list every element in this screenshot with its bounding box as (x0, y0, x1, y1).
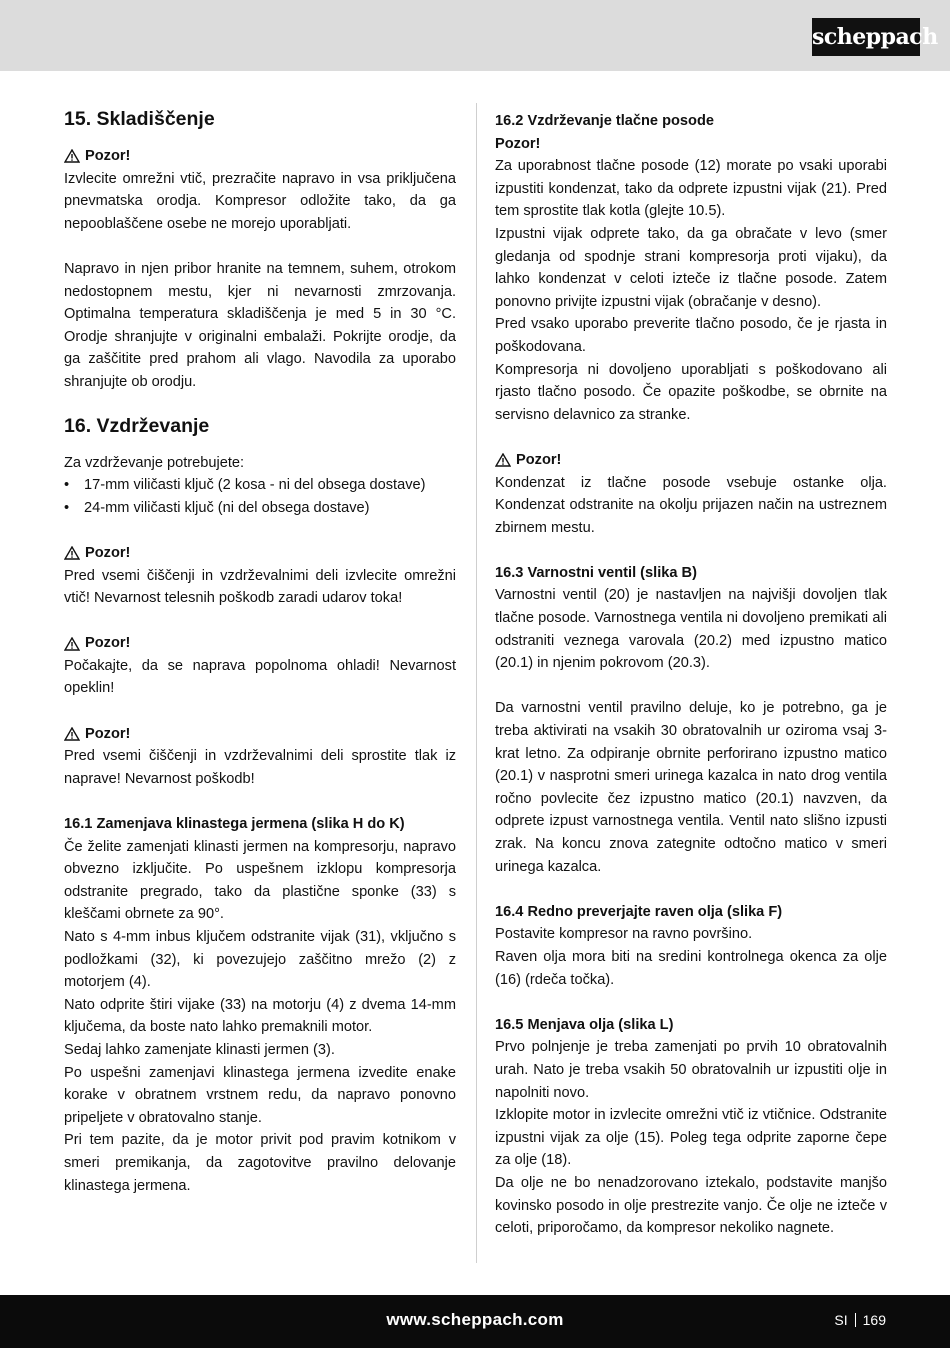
warning-label: Pozor! (64, 632, 456, 655)
warning-triangle-icon (495, 453, 511, 467)
left-column (64, 105, 456, 1197)
page-number (834, 1312, 886, 1328)
paragraph: Kompresorja ni dovoljeno uporabljati s poškodovano ali rjasto tlačno posodo. Če opazite poškodbe, se obrnite na servisno delavnico za stranke. (495, 361, 887, 423)
warning-text: Kondenzat iz tlačne posode vsebuje ostanke olja. Kondenzat odstranite na okolju prijazen način na ustreznem zbirnem mestu. (495, 474, 887, 536)
section-16-3-title: 16.3 Varnostni ventil (slika B) (495, 564, 697, 581)
paragraph: Da varnostni ventil pravilno deluje, ko je potrebno, ga je treba aktivirati na vsakih 30 obratovalnih ur oziroma vsaj 3-krat letno. Za odpiranje obrnite perforirano izpustno matico (20.1) v nasprotni smeri urinega kazalca in nato drog ventila ročno povlecite čez izpustno matico (20.1) navzven, da odprete izpust varnostnega ventila. Ventil nato slišno izpusti zrak. Na koncu znova zategnite odtočno matico v smeri urinega kazalca. (495, 700, 887, 875)
warning-text: Počakajte, da se naprava popolnoma ohladi! Nevarnost opeklin! (64, 657, 456, 697)
warning-triangle-icon (64, 637, 80, 651)
tools-list (64, 474, 456, 519)
section-16-title: 16. Vzdrževanje (64, 414, 210, 437)
scheppach-logo: scheppach (812, 18, 920, 56)
page-number-value: 169 (862, 1312, 886, 1328)
column-divider (476, 103, 477, 1263)
separator (855, 1313, 856, 1327)
section-16-intro: Za vzdrževanje potrebujete: (64, 454, 245, 471)
warning-text: Pred vsemi čiščenji in vzdrževalnimi deli izvlecite omrežni vtič! Nevarnost telesnih poškodb zaradi udarov toka! (64, 567, 456, 607)
warning-text: Pred vsemi čiščenji in vzdrževalnimi deli sprostite tlak iz naprave! Nevarnost poškodb! (64, 748, 456, 787)
warning-triangle-icon (64, 149, 80, 163)
section-16-2-title: 16.2 Vzdrževanje tlačne posode (495, 113, 714, 129)
warning-triangle-icon (64, 727, 80, 741)
paragraph: Prvo polnjenje je treba zamenjati po prvih 10 obratovalnih urah. Nato je treba vsakih 50 obratovalnih ur izpustiti olje in napolniti novo. (495, 1039, 887, 1101)
section-16-1-title: 16.1 Zamenjava klinastega jermena (slika H do K) (64, 816, 405, 833)
footer (0, 1295, 950, 1348)
language-code: SI (834, 1312, 848, 1328)
paragraph: Da olje ne bo nenadzorovano iztekalo, podstavite manjšo kovinsko posodo in olje prestrezite vanjo. Če olje ne izteče v celoti, priporočamo, da kompresor nekoliko nagnete. (495, 1174, 887, 1237)
paragraph: Za uporabnost tlačne posode (12) morate po vsaki uporabi izpustiti kondenzat, tako da odprete izpustni vijak (21). Pred tem sprostite tlak kotla (glejte 10.5). (495, 158, 887, 220)
paragraph: Pred vsako uporabo preverite tlačno posodo, če je rjasta in poškodovana. (495, 316, 887, 355)
section-15-title: 15. Skladiščenje (64, 108, 215, 130)
warning-triangle-icon (64, 546, 80, 560)
section-16-4-title: 16.4 Redno preverjajte raven olja (slika F) (495, 903, 783, 920)
warning-label: Pozor! (64, 542, 456, 565)
top-bar (0, 0, 950, 71)
paragraph: Raven olja mora biti na sredini kontrolnega okenca za olje (16) (rdeča točka). (495, 948, 887, 988)
paragraph: Sedaj lahko zamenjate klinasti jermen (3). (64, 1041, 335, 1058)
list-item: • 17-mm viličasti ključ (2 kosa - ni del obsega dostave) (64, 474, 456, 497)
website-link[interactable]: www.scheppach.com (386, 1310, 564, 1329)
paragraph: Če želite zamenjati klinasti jermen na kompresorju, napravo obvezno izključite. Po uspešnem izklopu kompresorja odstranite pregrado, tako da plastične sponke (33) s kleščami obrnete za 90°. (64, 838, 456, 923)
warning-label: Pozor! (495, 449, 887, 472)
warning-label: Pozor! (64, 723, 456, 746)
paragraph: Izklopite motor in izvlecite omrežni vtič iz vtičnice. Odstranite izpustni vijak za olje (15). Poleg tega odprite zaporne čepe za olje (18). (495, 1107, 887, 1169)
paragraph: Po uspešni zamenjavi klinastega jermena izvedite enake korake v obratnem vrstnem redu, da napravo ponovno pripeljete v obratovalno stanje. (64, 1064, 456, 1126)
right-column (495, 110, 887, 1240)
paragraph: Nato odprite štiri vijake (33) na motorju (4) z dvema 14-mm ključema, da boste nato lahko premaknili motor. (64, 996, 456, 1036)
section-16-5-title: 16.5 Menjava olja (slika L) (495, 1016, 674, 1033)
paragraph: Izpustni vijak odprete tako, da ga obračate v levo (smer gledanja od spodnje strani kompresorja proti vijaku), da lahko kondenzat v celoti izteče iz tlačne posode. Zatem ponovno privijte izpustni vijak (obračanje v desno). (495, 225, 887, 310)
paragraph: Pri tem pazite, da je motor privit pod pravim kotnikom v smeri premikanja, da zagotovitve pravilno delovanje klinastega jermena. (64, 1132, 456, 1194)
paragraph: Varnostni ventil (20) je nastavljen na najvišji dovoljen tlak tlačne posode. Varnostnega ventila ni dovoljeno premikati ali odstraniti veznega varovala (20.2) med izpustno matico (20.1) in njenim pokrovom (20.3). (495, 587, 887, 672)
paragraph: Postavite kompresor na ravno površino. (495, 926, 753, 943)
paragraph: Nato s 4-mm inbus ključem odstranite vijak (31), vključno s podložkami (32), ki povezujejo zaščitno mrežo (2) z motorjem (4). (64, 929, 456, 991)
list-item: • 24-mm viličasti ključ (ni del obsega dostave) (64, 497, 456, 520)
section-15-paragraph-2: Napravo in njen pribor hranite na temnem, suhem, otrokom nedostopnem mestu, kjer ni nevarnosti zmrzovanja. Optimalna temperatura skladiščenja je med 5 in 30 °C. Orodje shranjujte v originalni embalaži. Pokrijte orodje, da ga zaščitite pred prahom ali vlago. Navodila za uporabo shranjujte ob orodju. (64, 260, 456, 390)
warning-label: Pozor! (64, 145, 456, 168)
warning-label: Pozor! (495, 135, 541, 152)
section-15-paragraph-1: Izvlecite omrežni vtič, prezračite napravo in vsa priključena pnevmatska orodja. Kompresor odložite tako, da ga nepooblaščene osebe ne morejo uporabljati. (64, 170, 456, 232)
